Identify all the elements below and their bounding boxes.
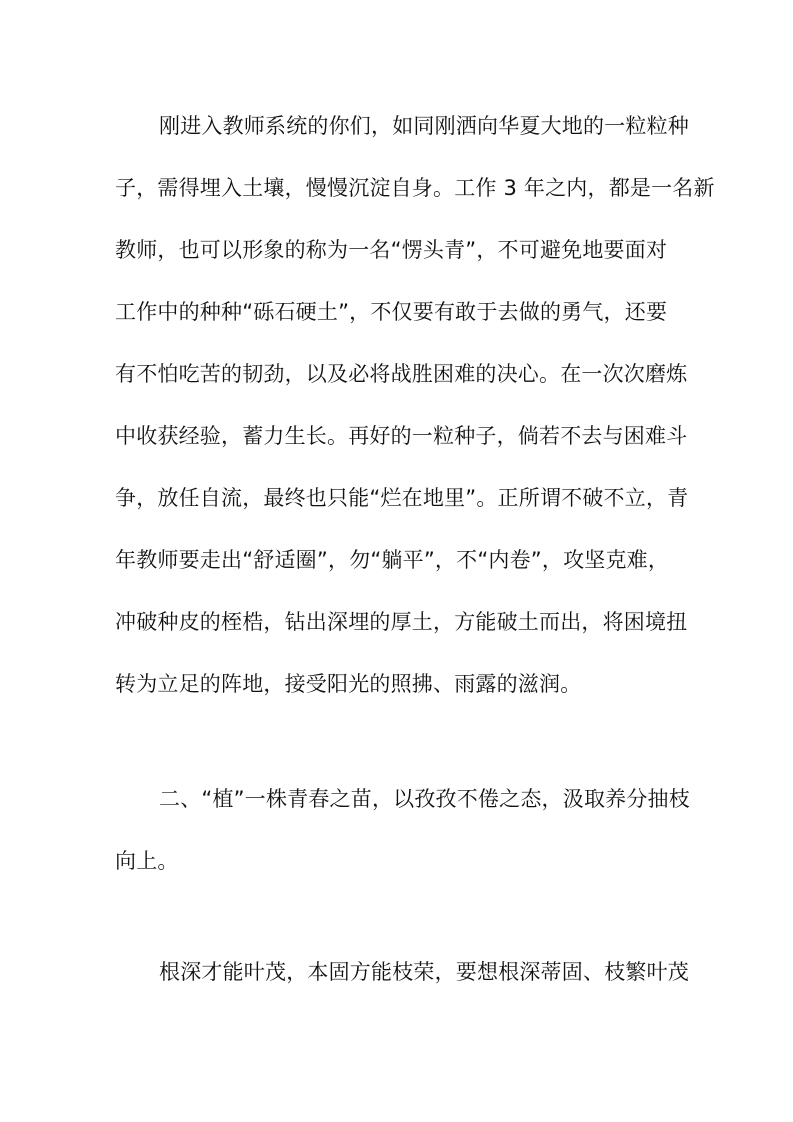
text-line: 刚进入教师系统的你们，如同刚洒向华夏大地的一粒粒种	[159, 114, 689, 138]
section-heading	[115, 768, 690, 892]
text-line: 根深才能叶茂，本固方能枝荣，要想根深蒂固、枝繁叶茂	[159, 960, 689, 984]
text-line: 年教师要走出“舒适圈”，勿“躺平”，不“内卷”，攻坚克难，	[115, 548, 670, 572]
text-line: 中收获经验，蓄力生长。再好的一粒种子，倘若不去与困难斗	[115, 424, 688, 448]
paragraph-seed	[115, 95, 715, 715]
text-line: 转为立足的阵地，接受阳光的照拂、雨露的滋润。	[115, 672, 582, 696]
text-line: 教师，也可以形象的称为一名“愣头青”，不可避免地要面对	[115, 238, 668, 262]
text-line: 争，放任自流，最终也只能“烂在地里”。正所谓不破不立，青	[115, 486, 689, 510]
text-line: 冲破种皮的桎梏，钻出深埋的厚土，方能破土而出，将困境扭	[115, 610, 688, 634]
paragraph-roots	[115, 941, 689, 1003]
heading-line: 向上。	[115, 849, 179, 873]
text-line: 有不怕吃苦的韧劲，以及必将战胜困难的决心。在一次次磨炼	[115, 362, 688, 386]
heading-line: 二、“植”一株青春之苗，以孜孜不倦之态，汲取养分抽枝	[159, 787, 690, 811]
text-line: 子，需得埋入土壤，慢慢沉淀自身。工作 3 年之内，都是一名新	[115, 176, 715, 200]
text-line: 工作中的种种“砾石硬土”，不仅要有敢于去做的勇气，还要	[115, 300, 668, 324]
